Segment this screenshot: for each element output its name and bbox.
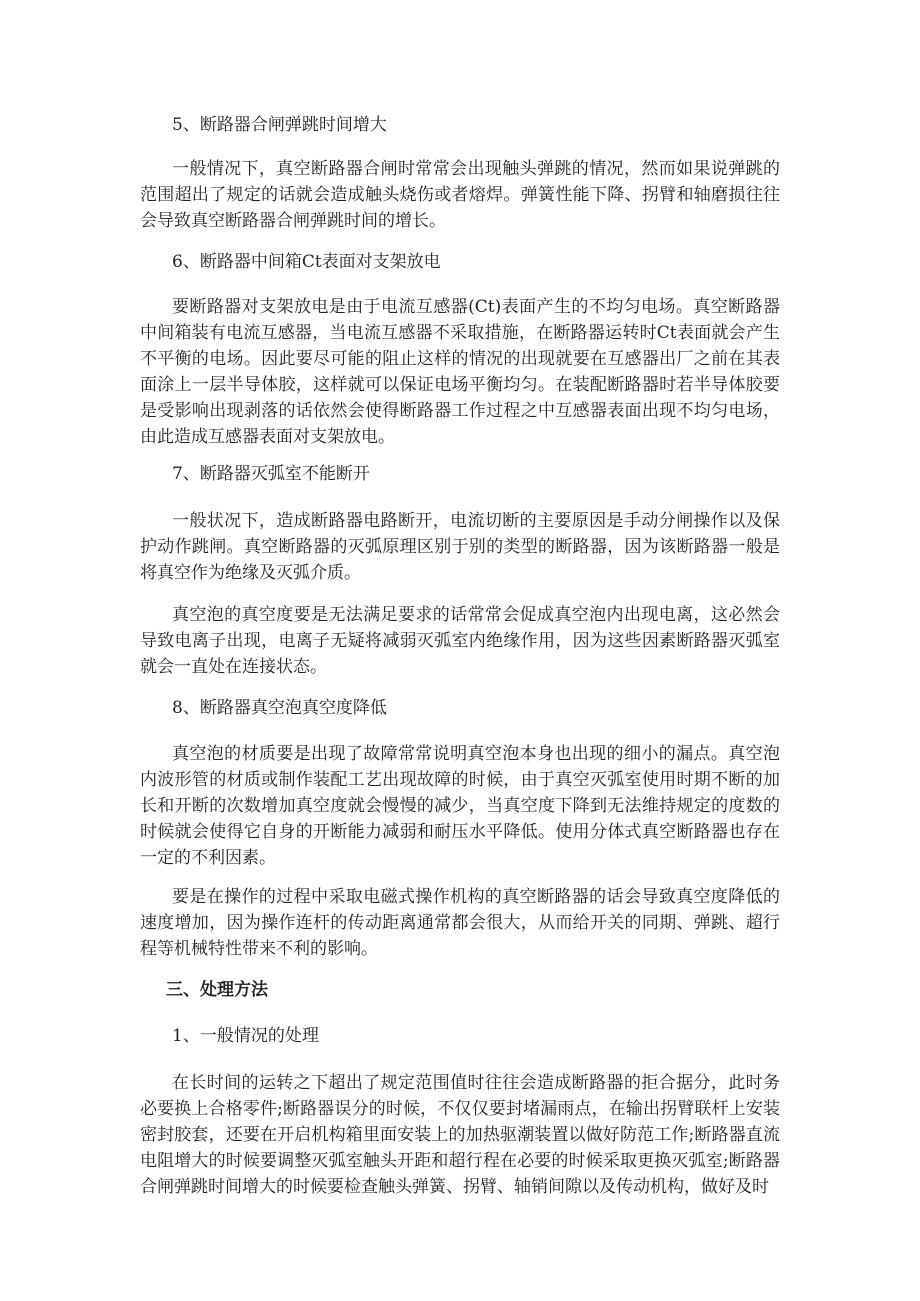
- heading-6: 6、断路器中间箱Ct表面对支架放电: [172, 252, 441, 272]
- heading-3-1: 1、一般情况的处理: [172, 1026, 319, 1046]
- paragraph-3-1: 在长时间的运转之下超出了规定范围值时往往会造成断路器的拒合据分，此时务必要换上合格零件;断路器误分的时候，不仅仅要封堵漏雨点，在输出拐臂联杆上安装密封胶套，还要在开启机构箱里面安装上的加热驱潮装置以做好防范工作;断路器直流电阻增大的时候要调整灭弧室触头开距和超行程在必要的时候采取更换灭弧室;断路器合闸弹跳时间增大的时候要检查触头弹簧、拐臂、轴销间隙以及传动机构，做好及时: [140, 1073, 780, 1197]
- paragraph-8a: 真空泡的材质要是出现了故障常常说明真空泡本身也出现的细小的漏点。真空泡内波形管的材质或制作装配工艺出现故障的时候，由于真空灭弧室使用时期不断的加长和开断的次数增加真空度就会慢慢的减少，当真空度下降到无法维持规定的度数的时候就会使得它自身的开断能力减弱和耐压水平降低。使用分体式真空断路器也存在一定的不利因素。: [140, 744, 780, 868]
- paragraph-7a: 一般状况下，造成断路器电路断开，电流切断的主要原因是手动分闸操作以及保护动作跳闸。真空断路器的灭弧原理区别于别的类型的断路器，因为该断路器一般是将真空作为绝缘及灭弧介质。: [140, 511, 780, 583]
- section-heading-3: 三、处理方法: [166, 980, 268, 1000]
- heading-8: 8、断路器真空泡真空度降低: [172, 698, 387, 718]
- heading-7: 7、断路器灭弧室不能断开: [172, 464, 370, 484]
- heading-5: 5、断路器合闸弹跳时间增大: [172, 115, 387, 135]
- paragraph-7b: 真空泡的真空度要是无法满足要求的话常常会促成真空泡内出现电离，这必然会导致电离子出现，电离子无疑将减弱灭弧室内绝缘作用，因为这些因素断路器灭弧室就会一直处在连接状态。: [140, 605, 780, 677]
- paragraph-5: 一般情况下，真空断路器合闸时常常会出现触头弹跳的情况，然而如果说弹跳的范围超出了规定的话就会造成触头烧伤或者熔焊。弹簧性能下降、拐臂和轴磨损往往会导致真空断路器合闸弹跳时间的增长。: [140, 159, 780, 231]
- paragraph-8b: 要是在操作的过程中采取电磁式操作机构的真空断路器的话会导致真空度降低的速度增加，因为操作连杆的传动距离通常都会很大，从而给开关的同期、弹跳、超行程等机械特性带来不利的影响。: [140, 887, 780, 959]
- paragraph-6: 要断路器对支架放电是由于电流互感器(Ct)表面产生的不均匀电场。真空断路器中间箱装有电流互感器，当电流互感器不采取措施，在断路器运转时Ct表面就会产生不平衡的电场。因此要尽可能的阻止这样的情况的出现就要在互感器出厂之前在其表面涂上一层半导体胶，这样就可以保证电场平衡均匀。在装配断路器时若半导体胶要是受影响出现剥落的话依然会使得断路器工作过程之中互感器表面出现不均匀电场，由此造成互感器表面对支架放电。: [140, 297, 780, 447]
